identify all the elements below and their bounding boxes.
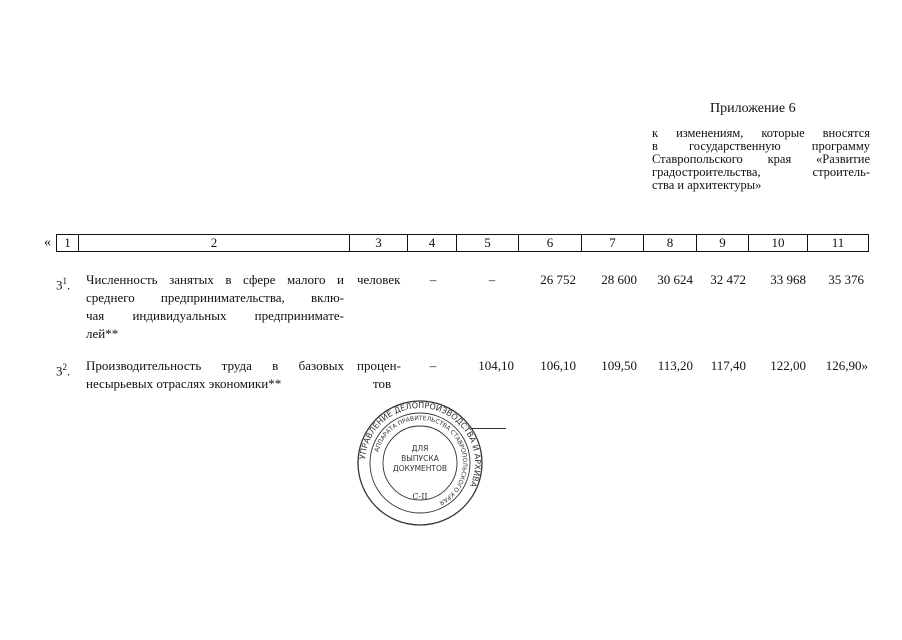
stamp-center-line: ДЛЯ [411, 444, 429, 453]
description-line: лей** [86, 326, 119, 341]
description-line: среднего предпринимательства, вклю- [86, 290, 344, 305]
value-cell: 104,10 [478, 358, 514, 373]
stamp-inner-text: АППАРАТА ПРАВИТЕЛЬСТВА СТАВРОПОЛЬСКОГО КРАЯ [373, 414, 469, 506]
column-header: 10 [749, 235, 808, 252]
row-number: $3^1$. [56, 276, 71, 293]
column-header-table [56, 234, 869, 252]
stamp-inner-ring [383, 426, 457, 500]
column-header: 4 [408, 235, 457, 252]
stamp-center-line: ВЫПУСКА [401, 454, 439, 463]
appendix-title: Приложение 6 [710, 101, 796, 116]
column-header: 8 [644, 235, 697, 252]
column-header: 2 [79, 235, 350, 252]
column-header: 5 [457, 235, 519, 252]
description-line: несырьевых отраслях экономики** [86, 376, 282, 391]
unit-line: тов [373, 376, 392, 391]
value-cell: – [488, 272, 496, 287]
value-cell: 122,00 [770, 358, 806, 373]
stamp-outer-text: УПРАВЛЕНИЕ ДЕЛОПРОИЗВОДСТВА И АРХИВА [358, 400, 483, 489]
row-number-superscript: 2 [62, 362, 67, 372]
value-cell: 30 624 [657, 272, 693, 287]
value-cell: 26 752 [540, 272, 576, 287]
subtitle-line: Ставропольского края «Развитие [652, 152, 870, 166]
row-description [86, 271, 344, 343]
subtitle-line: градостроительства, строитель- [652, 165, 870, 179]
column-header: 3 [350, 235, 408, 252]
stamp-code: С-II [412, 492, 428, 501]
value-cell: 113,20 [657, 358, 693, 373]
description-line: Численность занятых в сфере малого и [86, 272, 344, 287]
stamp-center-line: ДОКУМЕНТОВ [392, 464, 448, 473]
column-header: 9 [697, 235, 749, 252]
column-header: 11 [808, 235, 869, 252]
row-number-superscript: 1 [62, 276, 67, 286]
appendix-subtitle [652, 127, 870, 192]
unit-line: процен- [357, 358, 401, 373]
value-cell: – [429, 272, 437, 287]
value-cell: 126,90» [825, 358, 868, 373]
row-number: $3^2$. [56, 362, 71, 379]
column-header: 7 [582, 235, 644, 252]
value-cell: – [429, 358, 437, 373]
subtitle-line: ства и архитектуры» [652, 178, 762, 192]
row-unit [357, 357, 401, 393]
subtitle-line: в государственную программу [652, 139, 870, 153]
value-cell: 32 472 [710, 272, 746, 287]
value-cell: 109,50 [601, 358, 637, 373]
official-stamp [355, 398, 485, 528]
description-line: чая индивидуальных предпринимате- [86, 308, 344, 323]
column-header-row [57, 235, 869, 252]
value-cell: 35 376 [828, 272, 864, 287]
column-header: 6 [519, 235, 582, 252]
value-cell: 106,10 [540, 358, 576, 373]
value-cell: 117,40 [710, 358, 746, 373]
subtitle-line: к изменениям, которые вносятся [652, 126, 870, 140]
description-line: Производительность труда в базовых [86, 358, 344, 373]
row-unit: человек [357, 272, 401, 287]
column-header: 1 [57, 235, 79, 252]
opening-quote: « [44, 235, 51, 250]
row-description [86, 357, 344, 393]
value-cell: 28 600 [601, 272, 637, 287]
value-cell: 33 968 [770, 272, 806, 287]
